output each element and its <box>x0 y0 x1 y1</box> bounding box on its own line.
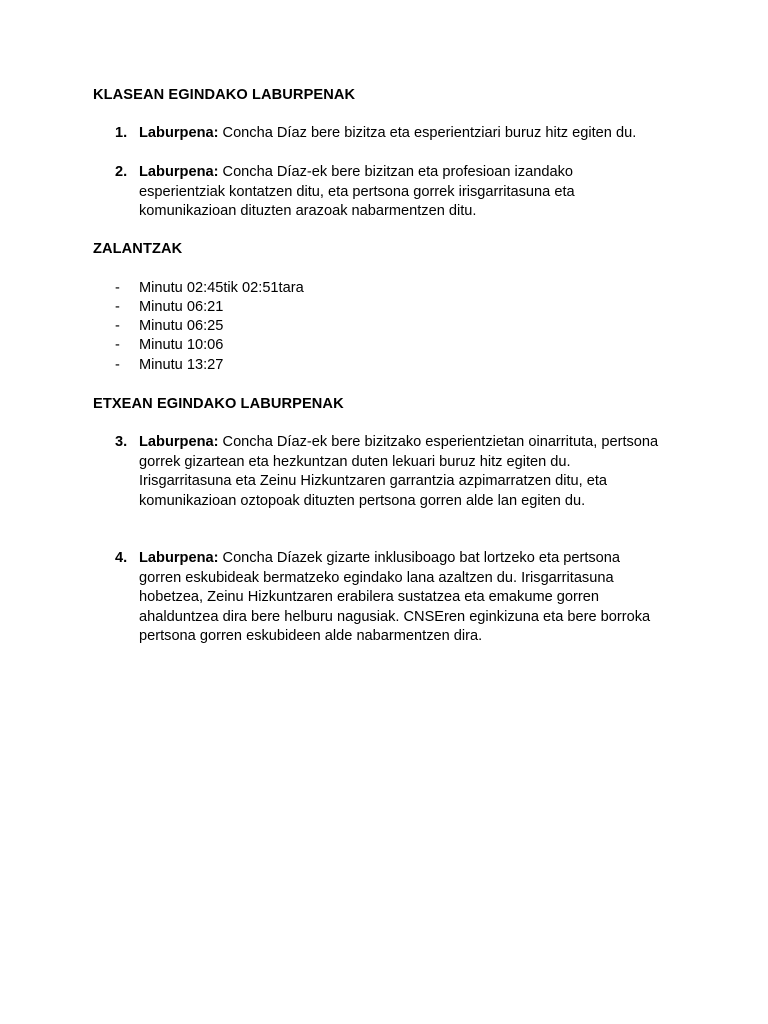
dash-list-text: Minutu 06:21 <box>139 299 224 315</box>
list-number: 1. <box>115 125 128 141</box>
dash-bullet: - <box>115 357 120 373</box>
list-item-2 <box>115 163 619 222</box>
dash-list-item <box>115 298 639 318</box>
dash-list-text: Minutu 13:27 <box>139 357 224 373</box>
list-text: Concha Díaz-ek bere bizitzan eta profesioan izandako esperientziak kontatzen ditu, eta pertsona gorrek irisgarritasuna eta komunikazioan dituzten arazoak nabarmentzen ditu. <box>139 164 575 219</box>
list-lead: Laburpena: <box>139 550 219 566</box>
list-item-4 <box>115 549 659 647</box>
dash-list-item <box>115 336 639 356</box>
list-text: Concha Díaz-ek bere bizitzako esperientzietan oinarrituta, pertsona gorrek gizartean eta hezkuntzan duten lekuari buruz hitz egiten du. Irisgarritasuna eta Zeinu Hizkuntzaren garrantzia azpimarratzen ditu, eta komunikazioan oztopoak dituzten pertsona gorren alde lan egiten du. <box>139 434 659 509</box>
dash-bullet: - <box>115 318 120 334</box>
list-lead: Laburpena: <box>139 164 219 180</box>
section-heading-klasean: KLASEAN EGINDAKO LABURPENAK <box>93 87 356 103</box>
dash-list-text: Minutu 02:45tik 02:51tara <box>139 280 304 296</box>
section-heading-zalantzak: ZALANTZAK <box>93 241 183 257</box>
list-number: 4. <box>115 550 128 566</box>
list-text: Concha Díazek gizarte inklusiboago bat lortzeko eta pertsona gorren eskubideak bermatzeko egindako lana azaltzen du. Irisgarritasuna hobetzea, Zeinu Hizkuntzaren erabilera sustatzea eta emakume gorren ahalduntzea dira bere helburu nagusiak. CNSEren eginkizuna eta bere borroka pertsona gorren eskubideen alde nabarmentzen dira. <box>139 550 651 644</box>
dash-list-item <box>115 356 639 376</box>
dash-list-item <box>115 279 639 299</box>
section-heading-etxean: ETXEAN EGINDAKO LABURPENAK <box>93 396 344 412</box>
dash-bullet: - <box>115 337 120 353</box>
list-number: 3. <box>115 434 128 450</box>
list-lead: Laburpena: <box>139 434 219 450</box>
dash-bullet: - <box>115 280 120 296</box>
list-text: Concha Díaz bere bizitza eta esperientziari buruz hitz egiten du. <box>218 125 637 141</box>
dash-bullet: - <box>115 299 120 315</box>
list-item-1 <box>115 124 699 144</box>
dash-list-text: Minutu 06:25 <box>139 318 224 334</box>
list-number: 2. <box>115 164 128 180</box>
list-item-3 <box>115 433 667 511</box>
dash-list-text: Minutu 10:06 <box>139 337 224 353</box>
dash-list-item <box>115 317 639 337</box>
list-lead: Laburpena: <box>139 125 219 141</box>
